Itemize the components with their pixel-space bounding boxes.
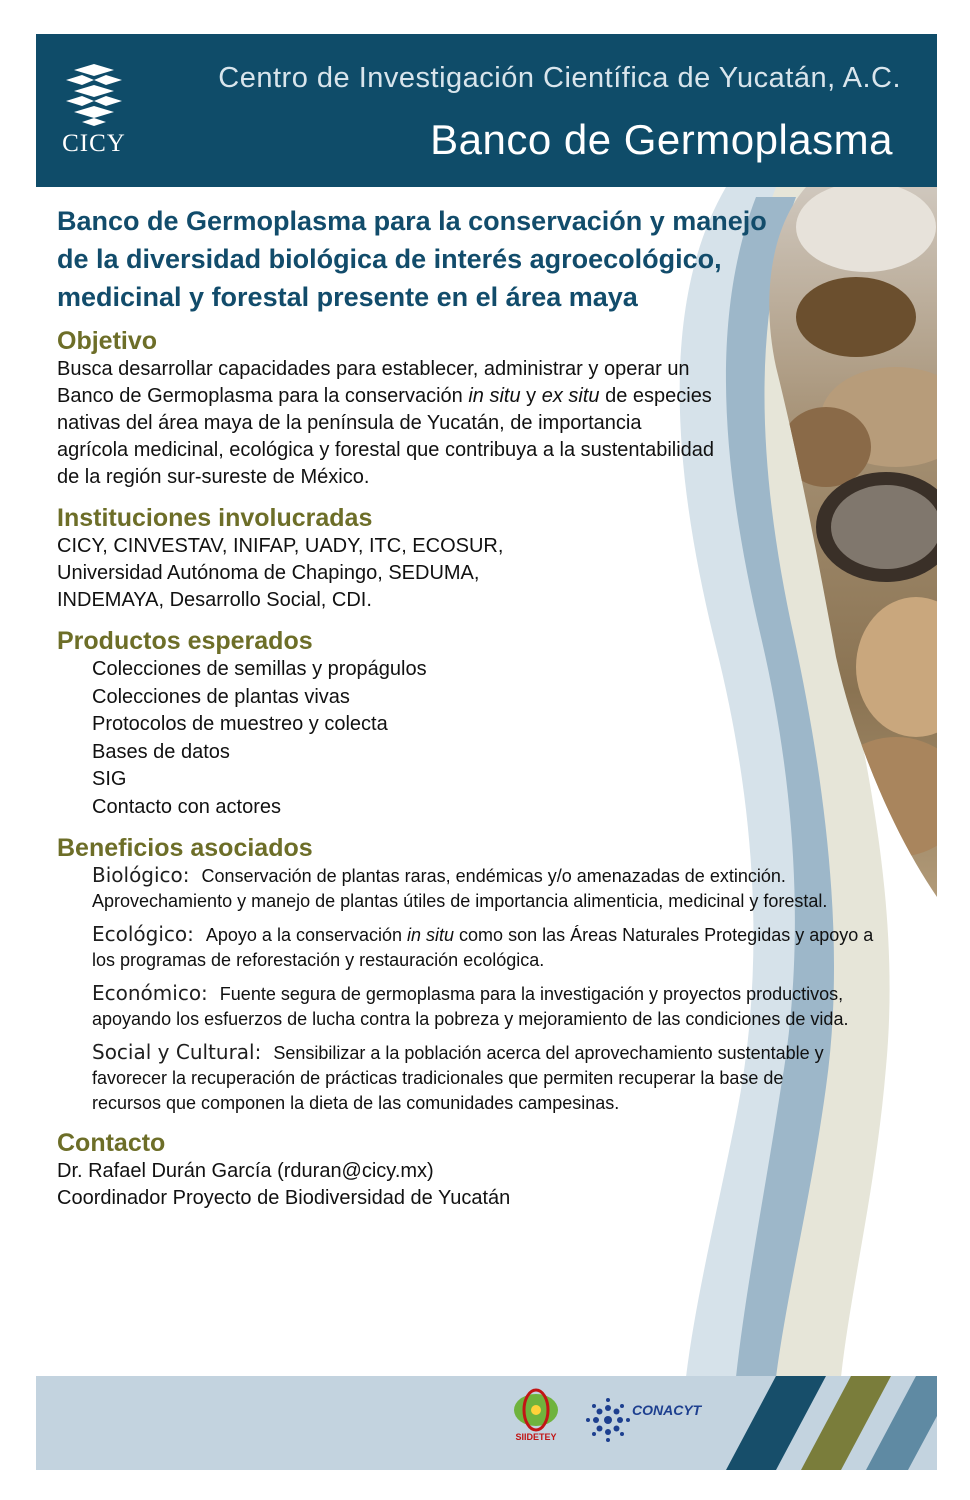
header-banner [36,34,937,187]
objective-italic-in-situ: in situ [468,385,521,407]
benefit-label: Social y Cultural: [92,1040,262,1064]
products-section [57,626,907,821]
main-content [57,202,907,1224]
benefit-label: Económico: [92,981,208,1005]
headline [57,202,857,316]
cicy-logo [60,64,128,164]
siidetey-logo [506,1388,566,1468]
cicy-logo-text: CICY [62,130,126,157]
objective-text-part: de especies nativas del área maya de la península de Yucatán, de importancia agrícola medicinal, ecológica y forestal que contribuya a la sustentabilidad de la región sur-sureste de México. [57,385,715,488]
headline-line: Banco de Germoplasma para la conservación y manejo [57,206,767,236]
institutions-title: Instituciones involucradas [57,504,373,532]
conacyt-label: CONACYT [632,1402,702,1418]
list-item: SIG [92,768,127,790]
benefits-section [57,833,907,1116]
conacyt-logo-icon [586,1398,630,1442]
institutions-text [57,533,907,614]
institutions-line: INDEMAYA, Desarrollo Social, CDI. [57,589,372,611]
benefit-italic-in-situ: in situ [407,925,455,945]
benefit-economic [57,981,907,1032]
contact-name: Dr. Rafael Durán García (rduran@cicy.mx) [57,1160,434,1182]
list-item: Contacto con actores [92,795,281,818]
benefit-label: Ecológico: [92,922,194,946]
conacyt-logo [586,1398,726,1448]
benefit-text: Apoyo a la conservación [205,925,408,945]
program-title: Banco de Germoplasma [430,116,893,163]
list-item: Colecciones de semillas y propágulos [92,658,427,680]
contact-title: Contacto [57,1129,166,1157]
benefits-title: Beneficios asociados [57,834,313,862]
cicy-logo-icon [60,64,128,130]
poster [36,34,937,1470]
footer-stripes [36,1376,937,1470]
institutions-line: CICY, CINVESTAV, INIFAP, UADY, ITC, ECOSUR, [57,535,504,557]
products-list [57,656,907,821]
objective-text [57,356,717,491]
benefit-social [57,1040,907,1116]
contact-text [57,1158,907,1212]
list-item: Protocolos de muestreo y colecta [92,713,388,735]
siidetey-logo-icon [506,1388,566,1432]
benefit-text: Conservación de plantas raras, endémicas y/o amenazadas de extinción. Aprovechamiento y manejo de plantas útiles de importancia alimenticia, medicinal y forestal. [92,866,828,911]
institution-name: Centro de Investigación Científica de Yucatán, A.C. [218,62,901,94]
benefit-biological [57,863,907,914]
products-title: Productos esperados [57,627,313,655]
objective-text-part: Busca desarrollar capacidades para establecer, administrar y operar un Banco de Germoplasma para la conservación [57,358,690,407]
benefit-text: Sensibilizar a la población acerca del aprovechamiento sustentable y favorecer la recuperación de prácticas tradicionales que permiten recuperar la base de recursos que componen la dieta de las comunidades campesinas. [92,1043,824,1113]
siidetey-label: SIIDETEY [515,1432,557,1442]
list-item: Colecciones de plantas vivas [92,685,350,708]
contact-role: Coordinador Proyecto de Biodiversidad de Yucatán [57,1187,511,1209]
headline-line: de la diversidad biológica de interés agroecológico, [57,244,722,274]
benefit-text: Fuente segura de germoplasma para la investigación y proyectos productivos, apoyando los esfuerzos de lucha contra la pobreza y mejoramiento de las condiciones de vida. [92,984,849,1029]
list-item: Bases de datos [92,740,230,763]
benefit-text: como son las Áreas Naturales Protegidas y apoyo a los programas de reforestación y restauración ecológica. [92,925,874,970]
contact-section [57,1128,907,1212]
objective-section [57,326,907,491]
objective-title: Objetivo [57,327,158,355]
footer-band [36,1376,937,1470]
benefit-ecological [57,922,907,973]
objective-italic-ex-situ: ex situ [541,385,600,407]
benefit-label: Biológico: [92,863,190,887]
headline-line: medicinal y forestal presente en el área maya [57,282,638,312]
objective-text-part: y [520,385,542,407]
institutions-line: Universidad Autónoma de Chapingo, SEDUMA, [57,562,480,584]
institutions-section [57,503,907,614]
